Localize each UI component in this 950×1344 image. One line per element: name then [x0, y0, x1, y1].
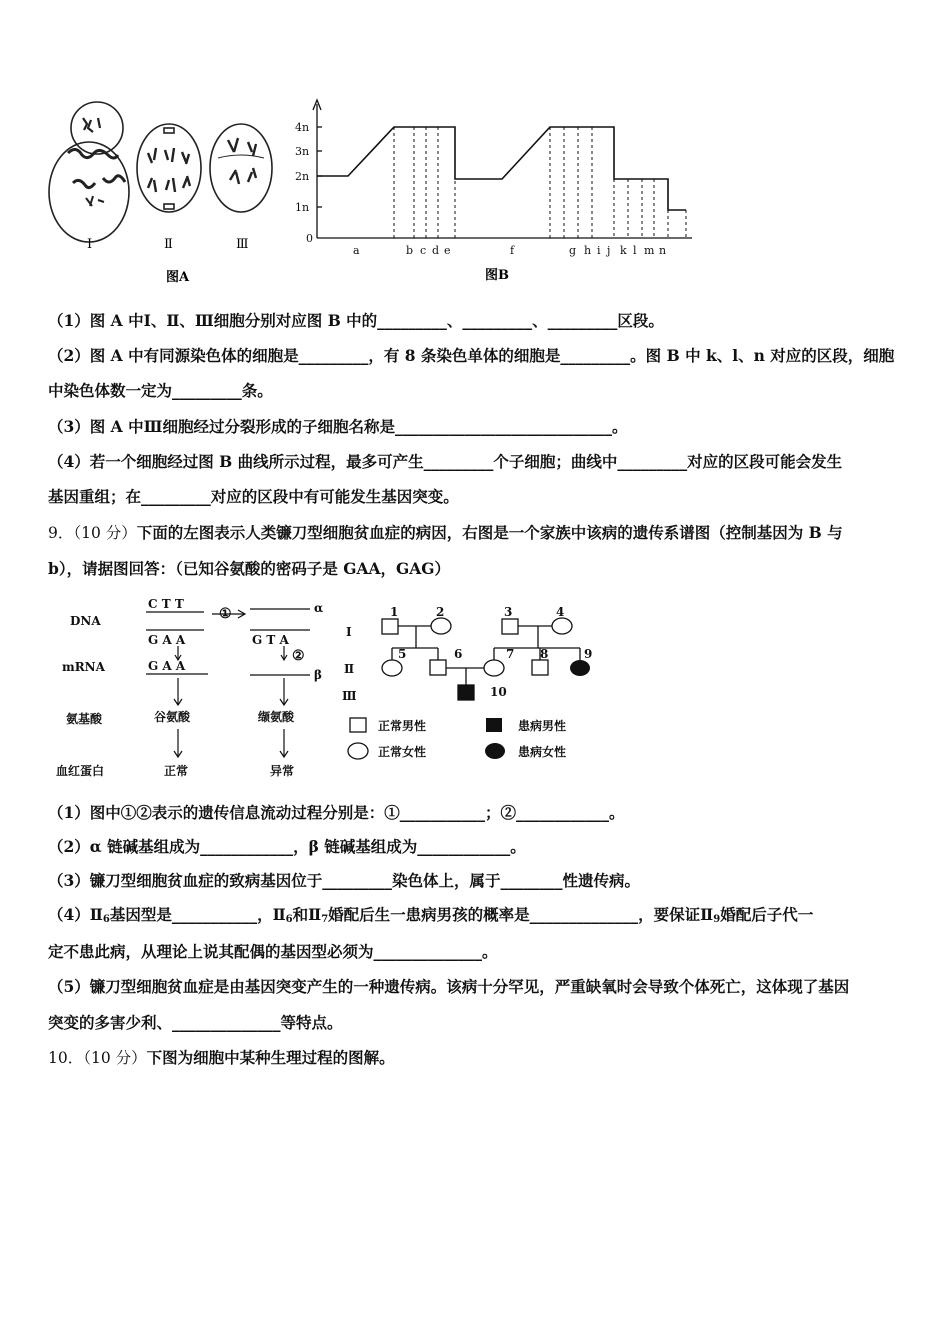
beta-chain-label: β [314, 668, 322, 682]
q9-part4-seg5: 婚配后子代一 [720, 905, 814, 924]
id-5: 5 [398, 647, 407, 661]
x-letter-d: d [432, 244, 440, 257]
x-letter-b: b [406, 244, 414, 257]
legend-affected-male: 患病男性 [518, 719, 567, 733]
y-tick-2n: 2n [295, 170, 310, 183]
x-letter-f: f [510, 244, 515, 257]
amino-acid-right: 缬氨酸 [258, 710, 295, 724]
dna-bottom-strand-left: G A A [148, 633, 186, 647]
pedigree-figure [340, 598, 610, 768]
q10-stem [48, 1048, 910, 1068]
id-9: 9 [584, 647, 593, 661]
q9-stem-text: 下面的左图表示人类镰刀型细胞贫血症的病因，右图是一个家族中该病的遗传系谱图（控制基因为 B 与 [136, 523, 843, 542]
cell-iii [210, 124, 272, 212]
legend-normal-male-icon [350, 718, 366, 732]
figure-b-caption: 图B [485, 268, 509, 283]
x-letter-h: h [584, 244, 592, 257]
q9-part5-line2: 突变的多害少利、______________等特点。 [48, 1013, 343, 1032]
row-label-mrna: mRNA [62, 660, 105, 674]
q9-part4-sub9: 9 [713, 914, 721, 925]
person-7-normal-female [484, 660, 504, 676]
id-2: 2 [436, 605, 445, 619]
q9-part1: （1）图中①②表示的遗传信息流动过程分别是：①___________；②____________。 [48, 803, 625, 822]
x-letter-j: j [607, 244, 611, 257]
dna-bottom-strand-right: G T A [252, 633, 289, 647]
q8-part2-line2: 中染色体数一定为_________条。 [48, 381, 273, 400]
figure-a-caption: 图A [166, 270, 190, 285]
id-1: 1 [390, 605, 399, 619]
pedigree-legend [348, 718, 566, 759]
x-letter-n: n [659, 244, 667, 257]
q9-part4-seg1: （4）Ⅱ [48, 905, 103, 924]
sickle-cell-cause-figure [52, 592, 342, 784]
row-label-amino-acid: 氨基酸 [66, 712, 103, 726]
q8-part4-line2: 基因重组；在_________对应的区段中有可能发生基因突变。 [48, 487, 459, 506]
legend-normal-female-icon [348, 743, 368, 759]
gen-label-iii: Ⅲ [342, 689, 357, 703]
q9-part4-line2: 定不患此病，从理论上说其配偶的基因型必须为______________。 [48, 942, 498, 961]
legend-affected-male-icon [486, 718, 502, 732]
q8-part2-line1: （2）图 A 中有同源染色体的细胞是_________，有 8 条染色单体的细胞是_________。图 B 中 k、l、n 对应的区段，细胞 [48, 346, 895, 365]
legend-affected-female-icon [485, 743, 505, 759]
legend-normal-male: 正常男性 [378, 719, 427, 733]
q9-part4-seg2: 基因型是___________，Ⅱ [109, 905, 286, 924]
q9-part4-sub6b: 6 [285, 914, 293, 925]
id-6: 6 [454, 647, 463, 661]
q9-part3: （3）镰刀型细胞贫血症的致病基因位于_________染色体上，属于________性遗传病。 [48, 871, 641, 890]
q9-number: 9．（10 分） [48, 524, 137, 542]
step-1-marker: ① [219, 606, 232, 622]
row-label-dna: DNA [70, 614, 101, 628]
id-4: 4 [556, 605, 565, 619]
cell-ii-label: Ⅱ [164, 237, 173, 252]
q9-part4-seg4: 婚配后生一患病男孩的概率是______________，要保证Ⅱ [328, 905, 714, 924]
y-tick-3n: 3n [295, 145, 310, 158]
amino-acid-left: 谷氨酸 [154, 710, 191, 724]
legend-affected-female: 患病女性 [518, 745, 567, 759]
y-tick-0: 0 [306, 232, 313, 245]
q9-stem-line1 [48, 523, 910, 543]
q10-number: 10．（10 分） [48, 1049, 147, 1067]
x-letter-a: a [353, 244, 360, 257]
x-letter-l: l [633, 244, 637, 257]
segment-dividers [394, 127, 686, 238]
person-4-normal-female [552, 618, 572, 634]
figure-b-chart [292, 96, 702, 288]
x-letter-g: g [569, 244, 577, 257]
dna-top-strand-left: C T T [148, 597, 184, 611]
id-8: 8 [540, 647, 549, 661]
id-10: 10 [490, 685, 507, 699]
q9-part4-line1 [48, 905, 910, 930]
q9-part5-line1: （5）镰刀型细胞贫血症是由基因突变产生的一种遗传病。该病十分罕见，严重缺氧时会导致个体死亡，这体现了基因 [48, 977, 850, 996]
row-label-hemoglobin: 血红蛋白 [56, 764, 105, 778]
x-letter-m: m [644, 244, 655, 257]
figure-a-cells [48, 98, 288, 288]
x-letter-e: e [444, 244, 451, 257]
gen-label-ii: Ⅱ [344, 662, 355, 676]
hemoglobin-left: 正常 [164, 764, 189, 778]
gen-label-i: Ⅰ [346, 625, 352, 639]
person-5-normal-female [382, 660, 402, 676]
person-1-normal-male [382, 619, 398, 634]
cell-i [49, 102, 129, 242]
q9-part4-seg3: 和Ⅱ [292, 905, 322, 924]
chromosome-curve [317, 127, 686, 210]
q10-text: 下图为细胞中某种生理过程的图解。 [146, 1048, 395, 1067]
q9-stem-line2: b），请据图回答：（已知谷氨酸的密码子是 GAA，GAG） [48, 559, 451, 578]
person-2-normal-female [431, 618, 451, 634]
x-letter-i: i [597, 244, 601, 257]
q9-part4-sub7: 7 [321, 914, 329, 925]
person-10-affected-male [458, 685, 474, 700]
alpha-chain-label: α [314, 601, 324, 615]
q9-part4-sub6: 6 [102, 914, 110, 925]
mrna-left: G A A [148, 659, 186, 673]
cell-i-label: Ⅰ [87, 237, 93, 252]
hemoglobin-right: 异常 [270, 764, 295, 778]
person-8-normal-male [532, 660, 548, 675]
legend-normal-female: 正常女性 [378, 745, 427, 759]
y-tick-4n: 4n [295, 121, 310, 134]
id-3: 3 [504, 605, 513, 619]
q8-part4-line1: （4）若一个细胞经过图 B 曲线所示过程，最多可产生_________个子细胞；曲线中_________对应的区段可能会发生 [48, 452, 843, 471]
x-letter-c: c [420, 244, 427, 257]
q9-part2: （2）α 链碱基组成为____________，β 链碱基组成为____________。 [48, 837, 526, 856]
q8-part3: （3）图 A 中Ⅲ细胞经过分裂形成的子细胞名称是____________________________。 [48, 417, 628, 436]
person-9-affected-female [570, 660, 590, 676]
cell-iii-label: Ⅲ [236, 237, 249, 252]
id-7: 7 [506, 647, 515, 661]
step-2-marker: ② [292, 648, 305, 664]
person-3-normal-male [502, 619, 518, 634]
q8-part1: （1）图 A 中Ⅰ、Ⅱ、Ⅲ细胞分别对应图 B 中的_________、_________、_________区段。 [48, 311, 664, 330]
y-tick-1n: 1n [295, 201, 310, 214]
x-letter-k: k [620, 244, 627, 257]
cell-ii [137, 124, 201, 212]
person-6-normal-male [430, 660, 446, 675]
